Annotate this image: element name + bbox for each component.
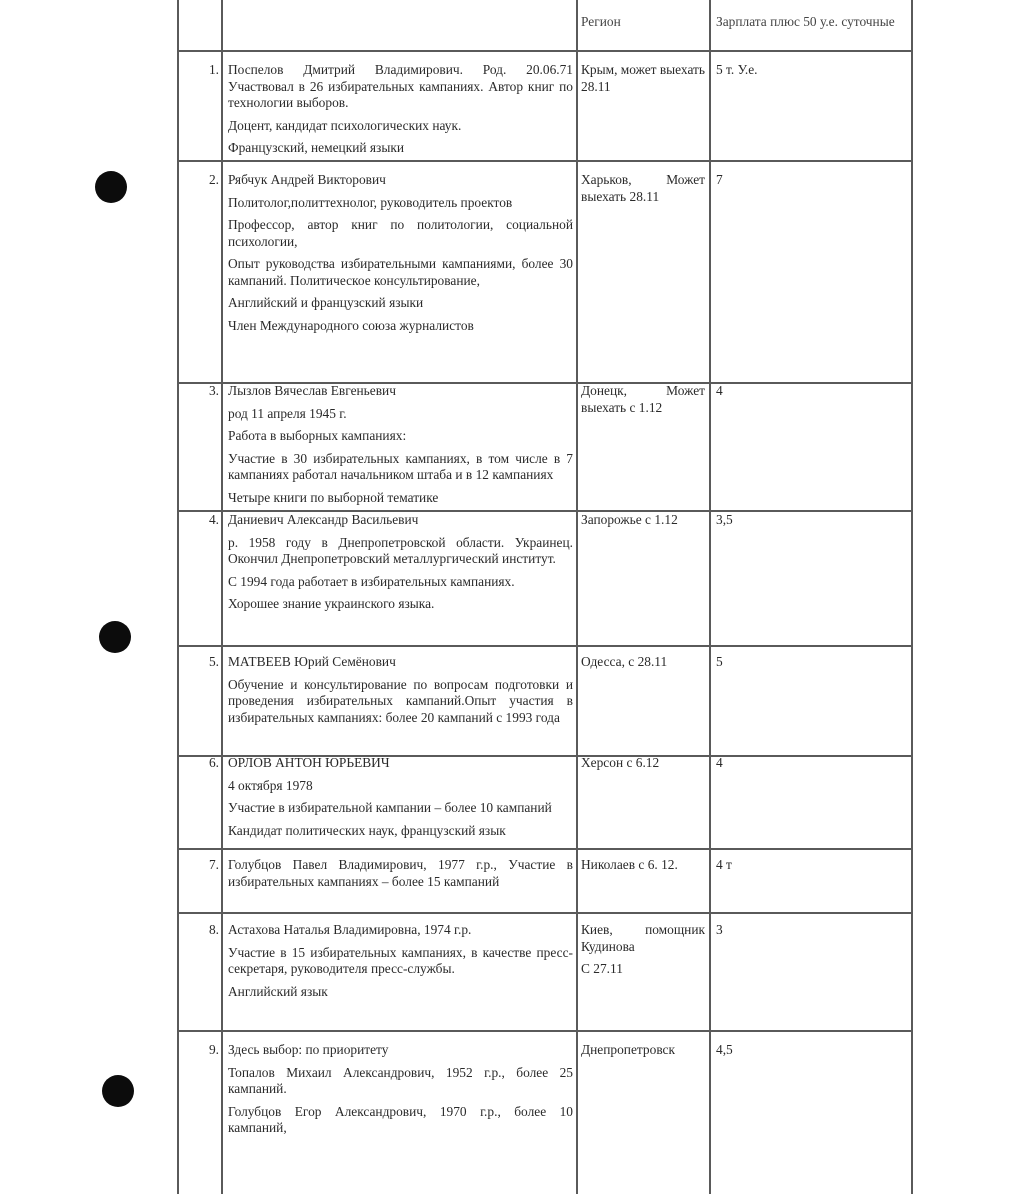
region-cell [581, 172, 705, 211]
salary-cell: 5 т. У.е. [716, 62, 758, 77]
row-number: 3. [208, 383, 219, 398]
row-number: 5. [208, 654, 219, 669]
candidate-description [228, 1042, 573, 1143]
description-paragraph: Рябчук Андрей Викторович [228, 172, 386, 187]
description-paragraph: Четыре книги по выборной тематике [228, 489, 439, 505]
salary-cell: 4,5 [716, 1042, 733, 1057]
punch-hole [99, 621, 131, 653]
description-paragraph: Обучение и консультирование по вопросам подготовки и проведения избирательных кампаний.Опыт участия в избирательных кампаниях: более 20 кампаний с 1993 года [228, 676, 573, 725]
salary-cell: 3 [716, 922, 723, 937]
table-border [911, 0, 913, 1194]
description-paragraph: Участие в избирательной кампании – более 10 кампаний [228, 800, 552, 815]
row-number: 4. [208, 512, 219, 527]
region-cell [581, 654, 705, 677]
candidate-description [228, 654, 573, 732]
description-paragraph: Кандидат политических наук, французский язык [228, 822, 506, 838]
region-cell [581, 922, 705, 984]
region-cell [581, 62, 705, 101]
row-divider [177, 50, 912, 52]
salary-cell: 4 [716, 755, 723, 770]
candidate-description [228, 512, 573, 619]
region-text: Запорожье с 1.12 [581, 512, 678, 527]
region-cell [581, 1042, 705, 1065]
candidate-description [228, 755, 573, 845]
region-text: Херсон с 6.12 [581, 755, 660, 770]
punch-hole [95, 171, 127, 203]
candidate-description [228, 383, 573, 512]
description-paragraph: Работа в выборных кампаниях: [228, 428, 407, 443]
candidate-description [228, 857, 573, 896]
description-paragraph: Французский, немецкий языки [228, 140, 405, 155]
row-number: 1. [208, 62, 219, 77]
description-paragraph: Английский язык [228, 983, 328, 999]
region-cell [581, 755, 705, 778]
description-paragraph: Участие в 30 избирательных кампаниях, в том числе в 7 кампаниях работал начальником штаба и в 12 кампаниях [228, 450, 573, 482]
row-number: 8. [208, 922, 219, 937]
region-text: Днепропетровск [581, 1042, 676, 1057]
salary-cell: 3,5 [716, 512, 733, 527]
region-text: Крым, может выехать 28.11 [581, 62, 705, 94]
description-paragraph: Поспелов Дмитрий Владимирович. Род. 20.06.71 Участвовал в 26 избирательных кампаниях. Автор книг по технологии выборов. [228, 62, 573, 110]
description-paragraph: Английский и французский языки [228, 295, 424, 310]
punch-hole [102, 1075, 134, 1107]
candidate-description [228, 922, 573, 1006]
row-divider [177, 645, 912, 647]
description-paragraph: ОРЛОВ АНТОН ЮРЬЕВИЧ [228, 755, 390, 770]
region-text: Николаев с 6. 12. [581, 857, 678, 872]
region-text: Донецк, Может выехать с 1.12 [581, 383, 705, 415]
description-paragraph: Даниевич Александр Васильевич [228, 512, 419, 527]
row-number: 6. [208, 755, 219, 770]
description-paragraph: Лызлов Вячеслав Евгеньевич [228, 383, 396, 398]
description-paragraph: Член Международного союза журналистов [228, 317, 474, 333]
region-cell [581, 512, 705, 535]
salary-cell: 7 [716, 172, 723, 187]
row-divider [177, 1030, 912, 1032]
description-paragraph: Здесь выбор: по приоритету [228, 1042, 389, 1057]
candidate-description [228, 62, 573, 163]
table-border [709, 0, 711, 1194]
candidate-description [228, 172, 573, 340]
region-text: Одесса, с 28.11 [581, 654, 668, 669]
region-text: Харьков, Может выехать 28.11 [581, 172, 705, 204]
region-text: С 27.11 [581, 961, 623, 976]
table-border [221, 0, 223, 1194]
description-paragraph: 4 октября 1978 [228, 777, 313, 793]
description-paragraph: С 1994 года работает в избирательных кампаниях. [228, 573, 515, 589]
description-paragraph: Голубцов Павел Владимирович, 1977 г.р., Участие в избирательных кампаниях – более 15 кампаний [228, 857, 573, 889]
description-paragraph: р. 1958 году в Днепропетровской области. Украинец. Окончил Днепропетровский металлургический институт. [228, 534, 573, 566]
description-paragraph: Профессор, автор книг по политологии, социальной психологии, [228, 217, 573, 249]
salary-cell: 4 [716, 383, 723, 398]
description-paragraph: Астахова Наталья Владимировна, 1974 г.р. [228, 922, 472, 937]
description-paragraph: Голубцов Егор Александрович, 1970 г.р., более 10 кампаний, [228, 1103, 573, 1135]
salary-cell: 5 [716, 654, 723, 669]
description-paragraph: род 11 апреля 1945 г. [228, 405, 347, 421]
row-divider [177, 848, 912, 850]
table-border [576, 0, 578, 1194]
description-paragraph: Доцент, кандидат психологических наук. [228, 117, 462, 133]
region-cell [581, 383, 705, 422]
description-paragraph: Политолог,политтехнолог, руководитель проектов [228, 194, 513, 210]
region-cell [581, 857, 705, 880]
header-salary: Зарплата плюс 50 у.е. суточные [716, 14, 895, 29]
row-number: 9. [208, 1042, 219, 1057]
row-number: 2. [208, 172, 219, 187]
header-region: Регион [581, 14, 621, 29]
salary-cell: 4 т [716, 857, 732, 872]
description-paragraph: МАТВЕЕВ Юрий Семёнович [228, 654, 396, 669]
description-paragraph: Хорошее знание украинского языка. [228, 596, 435, 611]
region-text: Киев, помощник Кудинова [581, 922, 705, 954]
row-number: 7. [208, 857, 219, 872]
description-paragraph: Топалов Михаил Александрович, 1952 г.р., более 25 кампаний. [228, 1064, 573, 1096]
description-paragraph: Опыт руководства избирательными кампаниями, более 30 кампаний. Политическое консультирование, [228, 256, 573, 288]
row-divider [177, 912, 912, 914]
description-paragraph: Участие в 15 избирательных кампаниях, в качестве пресс-секретаря, руководителя пресс-службы. [228, 944, 573, 976]
